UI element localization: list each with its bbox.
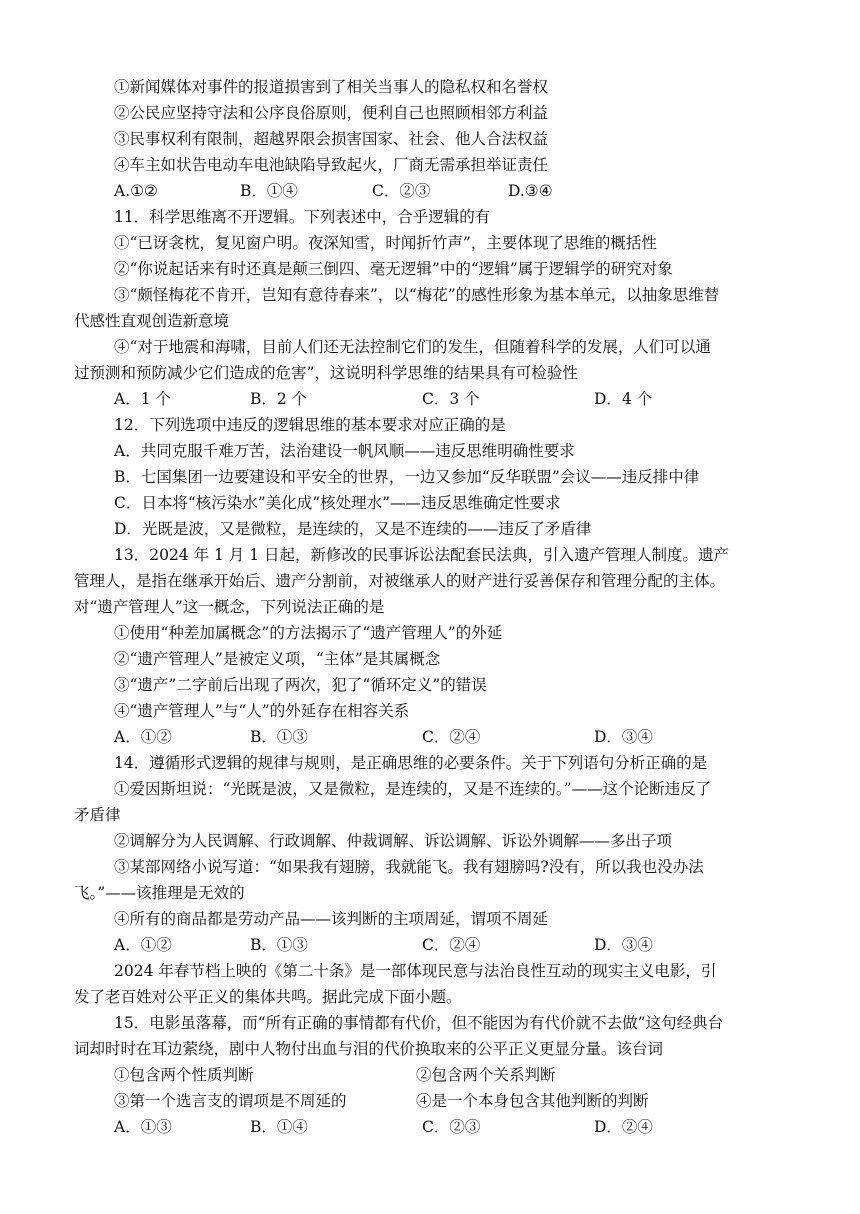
q15-stem-line-2: 词却时时在耳边萦绕，剧中人物付出血与泪的代价换取来的公平正义更显分量。该台词 <box>74 1040 664 1058</box>
q10-statement-4: ④车主如状告电动车电池缺陷导致起火，厂商无需承担举证责任 <box>114 156 549 174</box>
q14-statement-1: ①爱因斯坦说：“光既是波，又是微粒，是连续的，又是不连续的。”——这个论断违反了 <box>114 780 712 798</box>
q12-option-c: C．日本将“核污染水”美化成“核处理水”——违反思维确定性要求 <box>114 494 561 512</box>
q13-statement-3: ③“遗产”二字前后出现了两次，犯了“循环定义”的错误 <box>114 676 487 694</box>
q15-option-b: B．①④ <box>250 1118 308 1136</box>
q11-statement-4: ④“对于地震和海啸，目前人们还无法控制它们的发生，但随着科学的发展，人们可以通 <box>114 338 711 356</box>
q14-option-d: D．③④ <box>594 936 653 954</box>
q11-option-b: B．2 个 <box>250 390 308 408</box>
q11-statement-1: ①“已讶衾枕，复见窗户明。夜深知雪，时闻折竹声”，主要体现了思维的概括性 <box>114 234 657 252</box>
q12-option-b: B．七国集团一边要建设和平安全的世界，一边又参加“反华联盟”会议——违反排中律 <box>114 468 700 486</box>
q11-statement-2: ②“你说起话来有时还真是颠三倒四、毫无逻辑”中的“逻辑”属于逻辑学的研究对象 <box>114 260 673 278</box>
q10-option-a: A.①② <box>114 182 158 200</box>
q14-statement-2: ②调解分为人民调解、行政调解、仲裁调解、诉讼调解、诉讼外调解——多出子项 <box>114 832 673 850</box>
q13-stem-line-3: 对“遗产管理人”这一概念，下列说法正确的是 <box>74 598 385 616</box>
q14-option-b: B．①③ <box>250 936 308 954</box>
q13-option-a: A．①② <box>114 728 172 746</box>
q11-option-a: A．1 个 <box>114 390 171 408</box>
q15-statement-1: ①包含两个性质判断 <box>114 1066 254 1084</box>
q14-option-a: A．①② <box>114 936 172 954</box>
q14-stem: 14．遵循形式逻辑的规律与规则，是正确思维的必要条件。关于下列语句分析正确的是 <box>114 754 708 772</box>
q10-option-b: B．①④ <box>240 182 298 200</box>
q12-stem: 12．下列选项中违反的逻辑思维的基本要求对应正确的是 <box>114 416 506 434</box>
q10-statement-1: ①新闻媒体对事件的报道损害到了相关当事人的隐私权和名誉权 <box>114 78 549 96</box>
q14-option-c: C．②④ <box>422 936 481 954</box>
material-line-1: 2024 年春节档上映的《第二十条》是一部体现民意与法治良性互动的现实主义电影，引 <box>114 962 717 980</box>
q11-statement-4-cont: 过预测和预防减少它们造成的危害”，这说明科学思维的结果具有可检验性 <box>74 364 578 382</box>
q13-statement-2: ②“遗产管理人”是被定义项，“主体”是其属概念 <box>114 650 441 668</box>
q11-statement-3: ③“颇怪梅花不肯开，岂知有意待春来”，以“梅花”的感性形象为基本单元，以抽象思维替 <box>114 286 720 304</box>
q10-option-c: C．②③ <box>372 182 431 200</box>
q11-statement-3-cont: 代感性直观创造新意境 <box>74 312 230 330</box>
q15-stem-line-1: 15．电影虽落幕，而“所有正确的事情都有代价，但不能因为有代价就不去做”这句经典台 <box>114 1014 724 1032</box>
q14-statement-3: ③某部网络小说写道：“如果我有翅膀，我就能飞。我有翅膀吗?没有，所以我也没办法 <box>114 858 704 876</box>
q12-option-d: D．光既是波，又是微粒，是连续的，又是不连续的——违反了矛盾律 <box>114 520 592 538</box>
q15-statement-3: ③第一个选言支的谓项是不周延的 <box>114 1092 347 1110</box>
q15-option-c: C．②③ <box>422 1118 481 1136</box>
q13-stem-line-1: 13．2024 年 1 月 1 日起，新修改的民事诉讼法配套民法典，引入遗产管理人制度。遗产 <box>114 546 730 564</box>
q11-stem: 11．科学思维离不开逻辑。下列表述中，合乎逻辑的有 <box>114 208 491 226</box>
q14-statement-3-cont: 飞。”——该推理是无效的 <box>74 884 245 902</box>
q15-statement-2: ②包含两个关系判断 <box>416 1066 556 1084</box>
q15-statement-4: ④是一个本身包含其他判断的判断 <box>416 1092 649 1110</box>
q13-statement-1: ①使用“种差加属概念”的方法揭示了“遗产管理人”的外延 <box>114 624 503 642</box>
q10-option-d: D.③④ <box>508 182 553 200</box>
q11-option-d: D．4 个 <box>594 390 653 408</box>
q13-option-b: B．①③ <box>250 728 308 746</box>
q15-option-d: D．②④ <box>594 1118 653 1136</box>
q13-option-c: C．②④ <box>422 728 481 746</box>
q14-statement-4: ④所有的商品都是劳动产品——该判断的主项周延，谓项不周延 <box>114 910 549 928</box>
material-line-2: 发了老百姓对公平正义的集体共鸣。据此完成下面小题。 <box>74 988 462 1006</box>
q15-option-a: A．①③ <box>114 1118 172 1136</box>
q13-statement-4: ④“遗产管理人”与“人”的外延存在相容关系 <box>114 702 410 720</box>
q10-statement-3: ③民事权利有限制，超越界限会损害国家、社会、他人合法权益 <box>114 130 549 148</box>
q14-statement-1-cont: 矛盾律 <box>74 806 121 824</box>
q10-statement-2: ②公民应坚持守法和公序良俗原则，便利自己也照顾相邻方利益 <box>114 104 549 122</box>
q13-stem-line-2: 管理人，是指在继承开始后、遗产分割前，对被继承人的财产进行妥善保存和管理分配的主体。 <box>74 572 726 590</box>
q12-option-a: A．共同克服千难万苦，法治建设一帆风顺——违反思维明确性要求 <box>114 442 575 460</box>
q13-option-d: D．③④ <box>594 728 653 746</box>
q11-option-c: C．3 个 <box>422 390 480 408</box>
